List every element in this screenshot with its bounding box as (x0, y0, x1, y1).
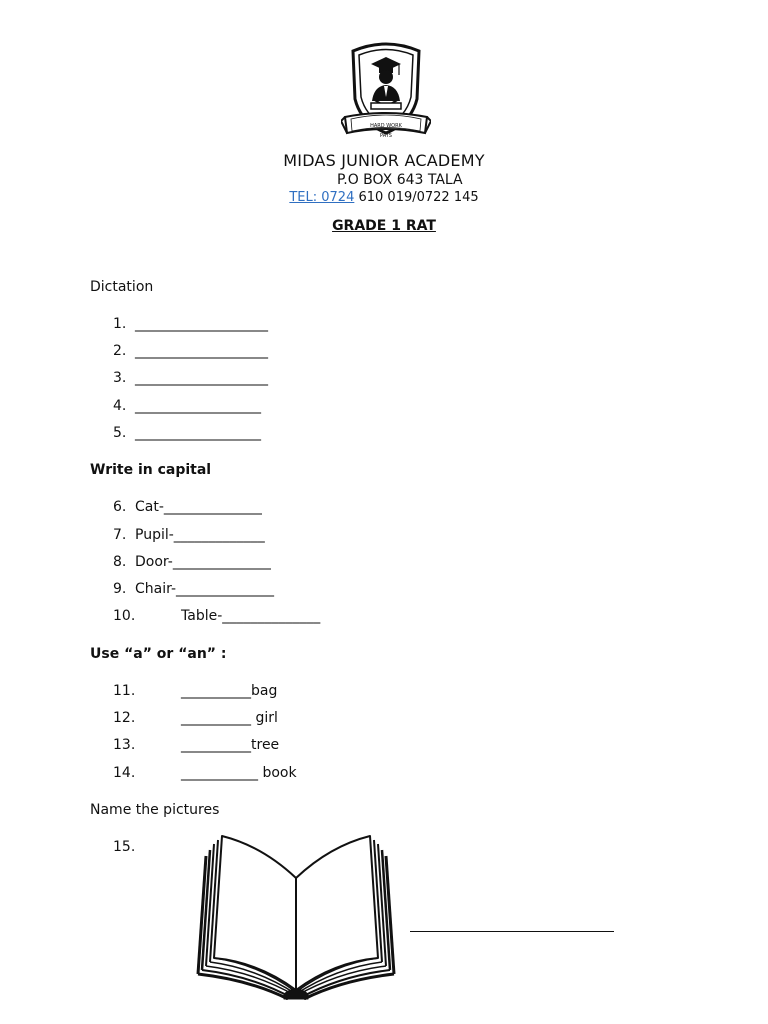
item-number: 12. (113, 710, 136, 726)
question-text: Table-______________ (181, 608, 321, 624)
open-book-icon (192, 828, 400, 1000)
section-name-the-pictures: Name the pictures (90, 802, 220, 818)
answer-blank: __________________ (135, 425, 261, 441)
section-dictation: Dictation (90, 279, 154, 295)
telephone-link[interactable]: TEL: 0724 (289, 190, 355, 205)
answer-blank: ___________________ (135, 370, 268, 386)
question-text: ___________ book (181, 765, 297, 781)
item-number: 11. (113, 683, 136, 699)
svg-text:PAYS: PAYS (380, 133, 392, 139)
svg-text:HARD WORK: HARD WORK (370, 123, 402, 129)
section-use-a-or-an: Use “a” or “an” : (90, 646, 227, 662)
page-title: GRADE 1 RAT (332, 218, 436, 234)
answer-blank: ___________________ (135, 316, 268, 332)
school-name: MIDAS JUNIOR ACADEMY (283, 151, 485, 170)
question-text: __________bag (181, 683, 278, 699)
item-number: 13. (113, 737, 136, 753)
answer-blank: ___________________ (135, 343, 268, 359)
item-number: 15. (113, 839, 136, 855)
question-text: Chair-______________ (135, 581, 275, 597)
question-text: Pupil-_____________ (135, 527, 265, 543)
telephone-line (0, 190, 768, 205)
item-number: 1. (113, 316, 127, 332)
po-box: P.O BOX 643 TALA (337, 172, 463, 188)
answer-line (410, 931, 614, 932)
item-number: 14. (113, 765, 136, 781)
item-number: 10. (113, 608, 136, 624)
item-number: 9. (113, 581, 127, 597)
question-text: Cat-______________ (135, 499, 262, 515)
question-text: __________tree (181, 737, 280, 753)
item-number: 5. (113, 425, 127, 441)
question-text: __________ girl (181, 710, 278, 726)
telephone-numbers: 610 019/0722 145 (354, 190, 479, 205)
item-number: 6. (113, 499, 127, 515)
section-write-in-capital: Write in capital (90, 462, 212, 478)
item-number: 3. (113, 370, 127, 386)
question-text: Door-______________ (135, 554, 271, 570)
item-number: 7. (113, 527, 127, 543)
answer-blank: __________________ (135, 398, 261, 414)
item-number: 8. (113, 554, 127, 570)
item-number: 2. (113, 343, 127, 359)
school-crest-logo (341, 41, 431, 145)
item-number: 4. (113, 398, 127, 414)
